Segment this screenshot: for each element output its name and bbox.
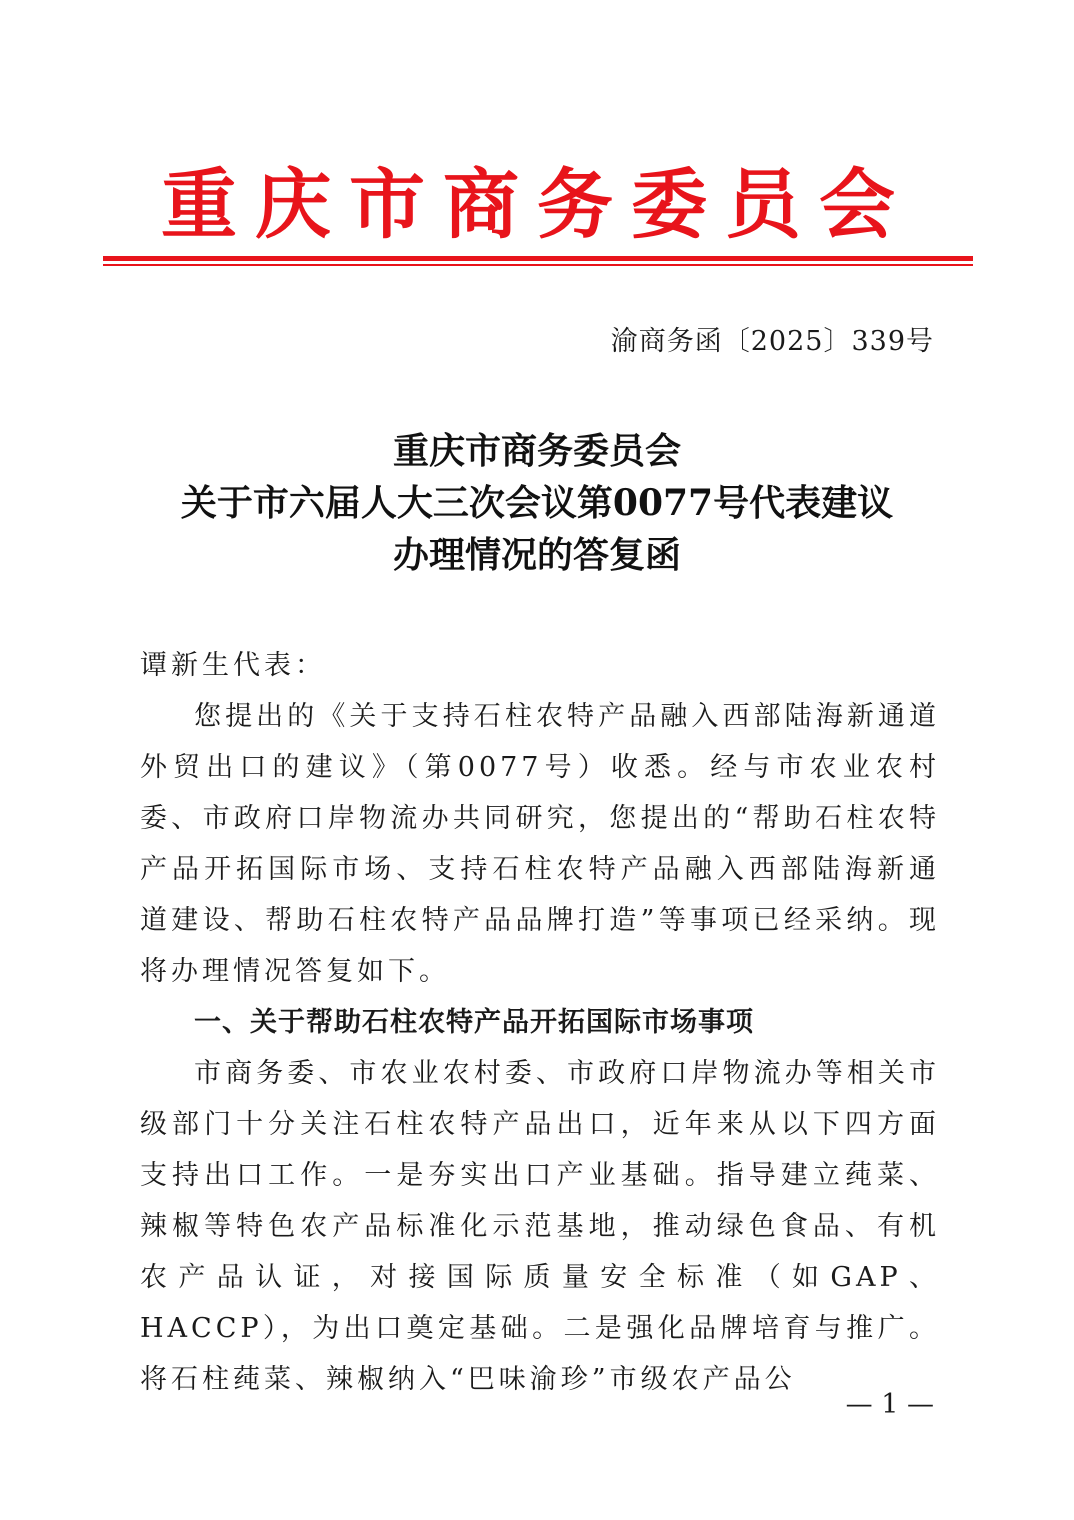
section-1-heading: 一、关于帮助石柱农特产品开拓国际市场事项	[194, 1007, 754, 1038]
section-1-paragraph: 市商务委、市农业农村委、市政府口岸物流办等相关市级部门十分关注石柱农特产品出口，近年来从以下四方面支持出口工作。一是夯实出口产业基础。指导建立莼菜、辣椒等特色农产品标准化示范基地，推动绿色食品、有机农产品认证，对接国际质量安全标准（如GAP、HACCP），为出口奠定基础。二是强化品牌培育与推广。将石柱莼菜、辣椒纳入“巴味渝珍”市级农产品公	[140, 1058, 940, 1395]
intro-paragraph: 您提出的《关于支持石柱农特产品融入西部陆海新通道外贸出口的建议》（第0077号）收悉。经与市农业农村委、市政府口岸物流办共同研究，您提出的“帮助石柱农特产品开拓国际市场、支持石柱农特产品融入西部陆海新通道建设、帮助石柱农特产品品牌打造”等事项已经采纳。现将办理情况答复如下。	[140, 701, 940, 987]
title-line-3: 办理情况的答复函	[392, 534, 681, 576]
document-title	[100, 425, 974, 581]
title-line-2: 关于市六届人大三次会议第0077号代表建议	[180, 482, 894, 524]
salutation: 谭新生代表：	[140, 650, 326, 681]
title-line-1: 重庆市商务委员会	[392, 430, 681, 472]
masthead-title: 重庆市商务委员会	[161, 160, 913, 249]
masthead-rule-thin	[103, 264, 973, 266]
document-body	[140, 640, 940, 1405]
document-number: 渝商务函〔2025〕339号	[610, 326, 934, 357]
page-number: — 1 —	[845, 1389, 934, 1420]
masthead-rule-thick	[103, 256, 973, 261]
